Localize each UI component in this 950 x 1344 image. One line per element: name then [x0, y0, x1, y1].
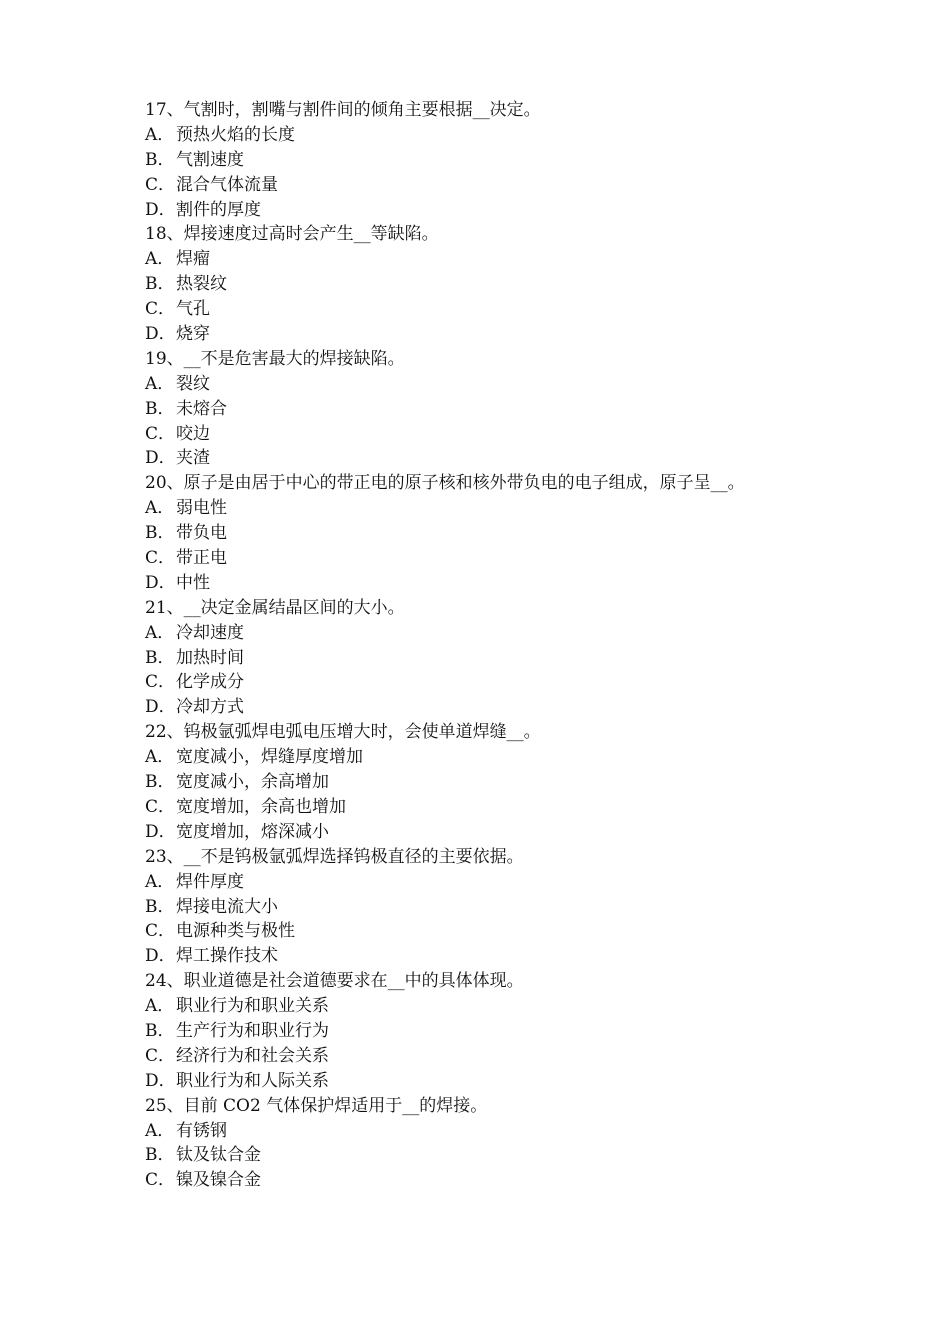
option-a	[145, 123, 825, 148]
question-23	[145, 845, 825, 969]
option-letter: B．	[145, 647, 175, 668]
option-text: 弱电性	[176, 498, 227, 519]
option-c	[145, 670, 825, 695]
option-letter: D．	[145, 821, 176, 842]
option-b	[145, 148, 825, 173]
option-text: 镍及镍合金	[176, 1170, 261, 1191]
option-letter: A．	[145, 996, 175, 1017]
option-a	[145, 372, 825, 397]
option-text: 烧穿	[176, 324, 210, 345]
question-18	[145, 222, 825, 346]
option-letter: D．	[145, 199, 176, 220]
option-text: 焊件厚度	[176, 871, 244, 892]
option-letter: B．	[145, 1145, 175, 1166]
question-24	[145, 969, 825, 1093]
option-letter: D．	[145, 946, 176, 967]
option-text: 宽度增加，余高也增加	[176, 796, 346, 817]
question-text: 18、焊接速度过高时会产生__等缺陷。	[145, 224, 439, 245]
option-b	[145, 895, 825, 920]
option-letter: C．	[145, 672, 176, 693]
option-text: 化学成分	[176, 672, 244, 693]
question-19	[145, 347, 825, 471]
option-text: 有锈钢	[176, 1120, 227, 1141]
question-text: 24、职业道德是社会道德要求在__中的具体体现。	[145, 971, 524, 992]
option-letter: B．	[145, 1020, 175, 1041]
option-b	[145, 397, 825, 422]
option-text: 裂纹	[176, 373, 210, 394]
option-text: 宽度减小，余高增加	[176, 772, 329, 793]
option-d	[145, 198, 825, 223]
option-letter: D．	[145, 697, 176, 718]
option-letter: B．	[145, 772, 175, 793]
question-text: 19、__不是危害最大的焊接缺陷。	[145, 348, 405, 369]
option-letter: A．	[145, 871, 175, 892]
option-text: 气孔	[176, 299, 210, 320]
option-letter: A．	[145, 249, 175, 270]
option-text: 经济行为和社会关系	[176, 1045, 329, 1066]
option-d	[145, 820, 825, 845]
question-21	[145, 596, 825, 720]
option-b	[145, 521, 825, 546]
question-25	[145, 1094, 825, 1194]
option-text: 宽度增加，熔深减小	[176, 821, 329, 842]
question-22	[145, 720, 825, 844]
option-text: 热裂纹	[176, 274, 227, 295]
question-list	[145, 98, 825, 1193]
option-b	[145, 1143, 825, 1168]
option-c	[145, 1044, 825, 1069]
question-text: 20、原子是由居于中心的带正电的原子核和核外带负电的电子组成，原子呈__。	[145, 473, 745, 494]
option-b	[145, 646, 825, 671]
option-text: 中性	[176, 572, 210, 593]
option-letter: B．	[145, 896, 175, 917]
option-text: 割件的厚度	[176, 199, 261, 220]
option-letter: A．	[145, 373, 175, 394]
option-a	[145, 994, 825, 1019]
option-letter: A．	[145, 498, 175, 519]
option-letter: C．	[145, 1170, 176, 1191]
option-text: 混合气体流量	[176, 174, 278, 195]
question-text: 23、__不是钨极氩弧焊选择钨极直径的主要依据。	[145, 846, 524, 867]
question-20	[145, 471, 825, 595]
option-b	[145, 272, 825, 297]
option-text: 咬边	[176, 423, 210, 444]
option-text: 加热时间	[176, 647, 244, 668]
question-text: 17、气割时，割嘴与割件间的倾角主要根据__决定。	[145, 100, 541, 120]
option-a	[145, 496, 825, 521]
option-letter: A．	[145, 622, 175, 643]
option-text: 焊接电流大小	[176, 896, 278, 917]
option-d	[145, 695, 825, 720]
option-text: 带负电	[176, 523, 227, 544]
option-letter: C．	[145, 548, 176, 569]
option-text: 电源种类与极性	[176, 921, 295, 942]
option-c	[145, 173, 825, 198]
option-text: 生产行为和职业行为	[176, 1020, 329, 1041]
question-17	[145, 98, 825, 222]
option-letter: C．	[145, 299, 176, 320]
option-text: 宽度减小，焊缝厚度增加	[176, 747, 363, 768]
option-letter: B．	[145, 523, 175, 544]
option-d	[145, 1069, 825, 1094]
option-text: 焊工操作技术	[176, 946, 278, 967]
option-letter: A．	[145, 747, 175, 768]
option-d	[145, 446, 825, 471]
option-text: 夹渣	[176, 448, 210, 469]
option-text: 职业行为和职业关系	[176, 996, 329, 1017]
option-d	[145, 944, 825, 969]
option-c	[145, 919, 825, 944]
option-text: 带正电	[176, 548, 227, 569]
option-a	[145, 870, 825, 895]
option-letter: D．	[145, 1070, 176, 1091]
option-text: 冷却速度	[176, 622, 244, 643]
option-c	[145, 1168, 825, 1193]
option-letter: B．	[145, 398, 175, 419]
option-letter: B．	[145, 149, 175, 170]
question-text: 21、__决定金属结晶区间的大小。	[145, 597, 405, 618]
option-c	[145, 422, 825, 447]
option-text: 职业行为和人际关系	[176, 1070, 329, 1091]
option-letter: C．	[145, 174, 176, 195]
option-text: 未熔合	[176, 398, 227, 419]
option-c	[145, 297, 825, 322]
option-b	[145, 1019, 825, 1044]
option-a	[145, 1119, 825, 1144]
option-text: 焊瘤	[176, 249, 210, 270]
option-text: 气割速度	[176, 149, 244, 170]
option-letter: B．	[145, 274, 175, 295]
question-text: 22、钨极氩弧焊电弧电压增大时，会使单道焊缝__。	[145, 722, 541, 743]
option-letter: C．	[145, 1045, 176, 1066]
option-letter: D．	[145, 324, 176, 345]
option-letter: C．	[145, 423, 176, 444]
option-c	[145, 795, 825, 820]
option-text: 钛及钛合金	[176, 1145, 261, 1166]
option-a	[145, 745, 825, 770]
option-b	[145, 770, 825, 795]
option-letter: D．	[145, 448, 176, 469]
option-a	[145, 621, 825, 646]
option-letter: C．	[145, 796, 176, 817]
option-c	[145, 546, 825, 571]
option-text: 预热火焰的长度	[176, 124, 295, 145]
option-letter: A．	[145, 124, 175, 145]
option-a	[145, 247, 825, 272]
option-d	[145, 571, 825, 596]
option-letter: A．	[145, 1120, 175, 1141]
option-letter: D．	[145, 572, 176, 593]
option-text: 冷却方式	[176, 697, 244, 718]
option-d	[145, 322, 825, 347]
option-letter: C．	[145, 921, 176, 942]
question-text: 25、目前 CO2 气体保护焊适用于__的焊接。	[145, 1095, 488, 1116]
